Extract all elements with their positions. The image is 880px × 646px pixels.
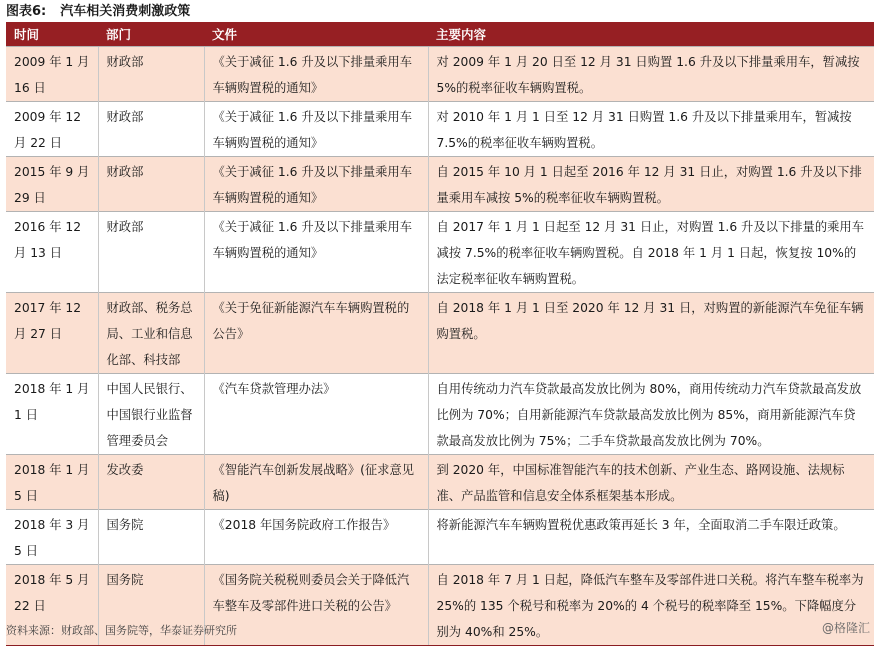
table-row: [6, 47, 874, 102]
table-row: [6, 510, 874, 565]
cell-document: 《汽车贷款管理办法》: [204, 374, 428, 455]
col-header-document: 文件: [204, 22, 428, 47]
cell-department: 财政部: [98, 212, 204, 293]
cell-department: 国务院: [98, 510, 204, 565]
source-note: 资料来源：财政部、国务院等，华泰证券研究所: [6, 624, 237, 637]
cell-content: 自用传统动力汽车贷款最高发放比例为 80%，商用传统动力汽车贷款最高发放比例为 70%；自用新能源汽车贷款最高发放比例为 85%，商用新能源汽车贷款最高发放比例为 75%；二手车贷款最高发放比例为 70%。: [428, 374, 874, 455]
cell-document: 《关于减征 1.6 升及以下排量乘用车车辆购置税的通知》: [204, 47, 428, 102]
header-row: [6, 22, 874, 47]
cell-content: 到 2020 年，中国标准智能汽车的技术创新、产业生态、路网设施、法规标准、产品监管和信息安全体系框架基本形成。: [428, 455, 874, 510]
cell-document: 《智能汽车创新发展战略》(征求意见稿): [204, 455, 428, 510]
policy-table: [6, 22, 874, 646]
cell-content: 自 2018 年 7 月 1 日起，降低汽车整车及零部件进口关税。将汽车整车税率为 25%的 135 个税号和税率为 20%的 4 个税号的税率降至 15%。下降幅度分别为 40%和 25%。: [428, 565, 874, 646]
cell-content: 对 2009 年 1 月 20 日至 12 月 31 日购置 1.6 升及以下排量乘用车，暂减按 5%的税率征收车辆购置税。: [428, 47, 874, 102]
figure-title: [6, 2, 190, 22]
cell-time: 2017 年 12 月 27 日: [6, 293, 98, 374]
table-header: [6, 22, 874, 47]
cell-time: 2018 年 5 月 22 日: [6, 565, 98, 646]
cell-document: 《国务院关税税则委员会关于降低汽车整车及零部件进口关税的公告》: [204, 565, 428, 646]
cell-time: 2009 年 12 月 22 日: [6, 102, 98, 157]
col-header-department: 部门: [98, 22, 204, 47]
cell-content: 自 2018 年 1 月 1 日至 2020 年 12 月 31 日，对购置的新能源汽车免征车辆购置税。: [428, 293, 874, 374]
cell-document: 《关于减征 1.6 升及以下排量乘用车车辆购置税的通知》: [204, 102, 428, 157]
col-header-content: 主要内容: [428, 22, 874, 47]
cell-department: 财政部: [98, 102, 204, 157]
table-row: [6, 455, 874, 510]
table-row: [6, 157, 874, 212]
table-row: [6, 374, 874, 455]
cell-document: 《关于减征 1.6 升及以下排量乘用车车辆购置税的通知》: [204, 212, 428, 293]
cell-time: 2016 年 12 月 13 日: [6, 212, 98, 293]
cell-time: 2015 年 9 月 29 日: [6, 157, 98, 212]
cell-content: 将新能源汽车车辆购置税优惠政策再延长 3 年，全面取消二手车限迁政策。: [428, 510, 874, 565]
figure-label: 图表6:: [6, 4, 47, 19]
cell-document: 《关于减征 1.6 升及以下排量乘用车车辆购置税的通知》: [204, 157, 428, 212]
col-header-time: 时间: [6, 22, 98, 47]
cell-department: 发改委: [98, 455, 204, 510]
table-row: [6, 293, 874, 374]
cell-content: 对 2010 年 1 月 1 日至 12 月 31 日购置 1.6 升及以下排量乘用车，暂减按 7.5%的税率征收车辆购置税。: [428, 102, 874, 157]
cell-document: 《关于免征新能源汽车车辆购置税的公告》: [204, 293, 428, 374]
watermark: @格隆汇: [821, 621, 870, 635]
cell-department: 财政部: [98, 47, 204, 102]
cell-time: 2018 年 1 月 5 日: [6, 455, 98, 510]
cell-document: 《2018 年国务院政府工作报告》: [204, 510, 428, 565]
cell-time: 2018 年 3 月 5 日: [6, 510, 98, 565]
cell-department: 财政部、税务总局、工业和信息化部、科技部: [98, 293, 204, 374]
cell-department: 中国人民银行、中国银行业监督管理委员会: [98, 374, 204, 455]
cell-content: 自 2017 年 1 月 1 日起至 12 月 31 日止，对购置 1.6 升及以下排量的乘用车减按 7.5%的税率征收车辆购置税。自 2018 年 1 月 1 日起，恢复按 10%的法定税率征收车辆购置税。: [428, 212, 874, 293]
cell-department: 国务院: [98, 565, 204, 646]
cell-content: 自 2015 年 10 月 1 日起至 2016 年 12 月 31 日止，对购置 1.6 升及以下排量乘用车减按 5%的税率征收车辆购置税。: [428, 157, 874, 212]
cell-department: 财政部: [98, 157, 204, 212]
table-row: [6, 212, 874, 293]
table-row: [6, 102, 874, 157]
figure-caption: 汽车相关消费刺激政策: [60, 4, 191, 19]
cell-time: 2009 年 1 月 16 日: [6, 47, 98, 102]
table-body: [6, 47, 874, 646]
cell-time: 2018 年 1 月 1 日: [6, 374, 98, 455]
